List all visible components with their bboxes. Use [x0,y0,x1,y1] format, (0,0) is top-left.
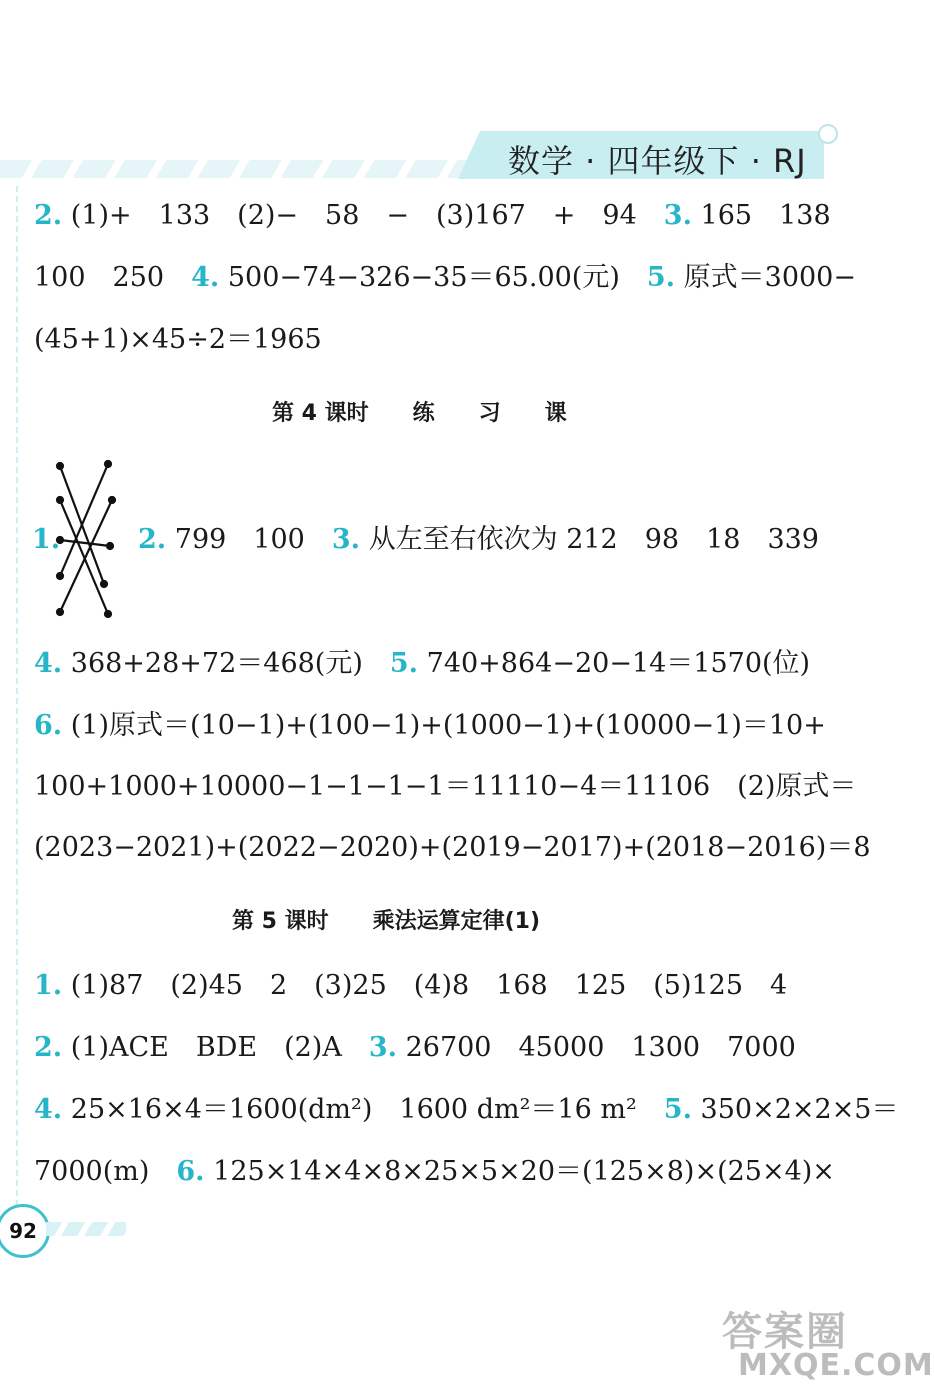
answer-text: (1)+ 133 (2)− 58 − (3)167 + 94 [62,200,664,231]
header-title: 数学 · 四年级下 · RJ [508,142,807,180]
answer-text: 350×2×2×5＝ [691,1094,899,1125]
watermark-main-text: 答案圈 [722,1309,848,1355]
answer-line [34,1034,796,1061]
footer-stripe [46,1222,126,1236]
answer-text: 500−74−326−35＝65.00(元) [219,262,647,293]
answer-text: (1)原式＝(10−1)+(100−1)+(1000−1)+(10000−1)＝10+ [62,710,826,741]
left-margin-rule [16,186,18,1206]
question-number: 4. [191,262,220,293]
answer-text: 165 138 [691,200,831,231]
answer-text: 25×16×4＝1600(dm²) 1600 dm²＝16 m² [62,1094,664,1125]
question-number: 2. [34,200,63,231]
answer-line [34,972,787,999]
answer-text: 740+864−20−14＝1570(位) [418,648,811,679]
match-dot [105,461,111,467]
answer-line [34,712,826,739]
answer-line [34,834,871,861]
match-dot [57,497,63,503]
answer-text: (1)ACE BDE (2)A [62,1032,369,1063]
answer-text: 100 250 [34,262,192,293]
match-dot [57,463,63,469]
answer-line [34,1096,899,1123]
question-number: 3. [663,200,692,231]
match-line [60,540,110,546]
answer-line [34,264,856,291]
question-number: 5. [389,648,419,679]
section-title-lesson-5: 第 5 课时 乘法运算定律(1) [232,909,541,934]
question-number: 5. [663,1094,692,1125]
answer-line [34,202,831,229]
answer-text: 26700 45000 1300 7000 [397,1032,796,1063]
question-number: 4. [34,1094,63,1125]
question-number: 4. [34,648,63,679]
answer-text: 原式＝3000− [675,262,856,293]
question-number: 1. [34,970,63,1001]
answer-text: (1)87 (2)45 2 (3)25 (4)8 168 125 (5)125 4 [62,970,788,1001]
match-dot [105,611,111,617]
match-dot [107,543,113,549]
answer-text: (45+1)×45÷2＝1965 [34,324,322,355]
answer-text: 100+1000+10000−1−1−1−1＝11110−4＝11106 (2)原式＝ [34,771,857,802]
answer-text: (2023−2021)+(2022−2020)+(2019−2017)+(2018−2016)＝8 [34,832,871,863]
answer-line [34,650,810,677]
match-dot [109,497,115,503]
question-number: 2. [34,1032,63,1063]
match-dot [57,573,63,579]
question-number: 6. [34,710,63,741]
question-number: 6. [176,1156,205,1187]
question-number: 5. [646,262,676,293]
header-stripe [0,160,480,178]
match-dot [101,581,107,587]
question-1-label: 1. [32,524,61,555]
header-circle-decoration [818,124,838,144]
watermark-logo [722,1300,934,1386]
matching-lines-figure [52,460,122,620]
answer-text: 从左至右依次为 212 98 18 339 [360,524,819,555]
answer-line [34,773,856,800]
answer-line [34,326,322,353]
page-number-badge: 92 [0,1204,50,1258]
answer-text: 799 100 [166,524,332,555]
question-number: 3. [368,1032,398,1063]
answer-line [34,1158,835,1185]
watermark-sub-text: MXQE.COM [738,1348,934,1383]
answer-text: 7000(m) [34,1156,177,1187]
section-title-lesson-4: 第 4 课时 练 习 课 [272,401,567,426]
answer-line [138,526,819,553]
answer-text: 125×14×4×8×25×5×20＝(125×8)×(25×4)× [204,1156,835,1187]
answer-text: 368+28+72＝468(元) [62,648,390,679]
question-number: 3. [331,524,361,555]
question-number: 2. [138,524,167,555]
match-dot [57,609,63,615]
